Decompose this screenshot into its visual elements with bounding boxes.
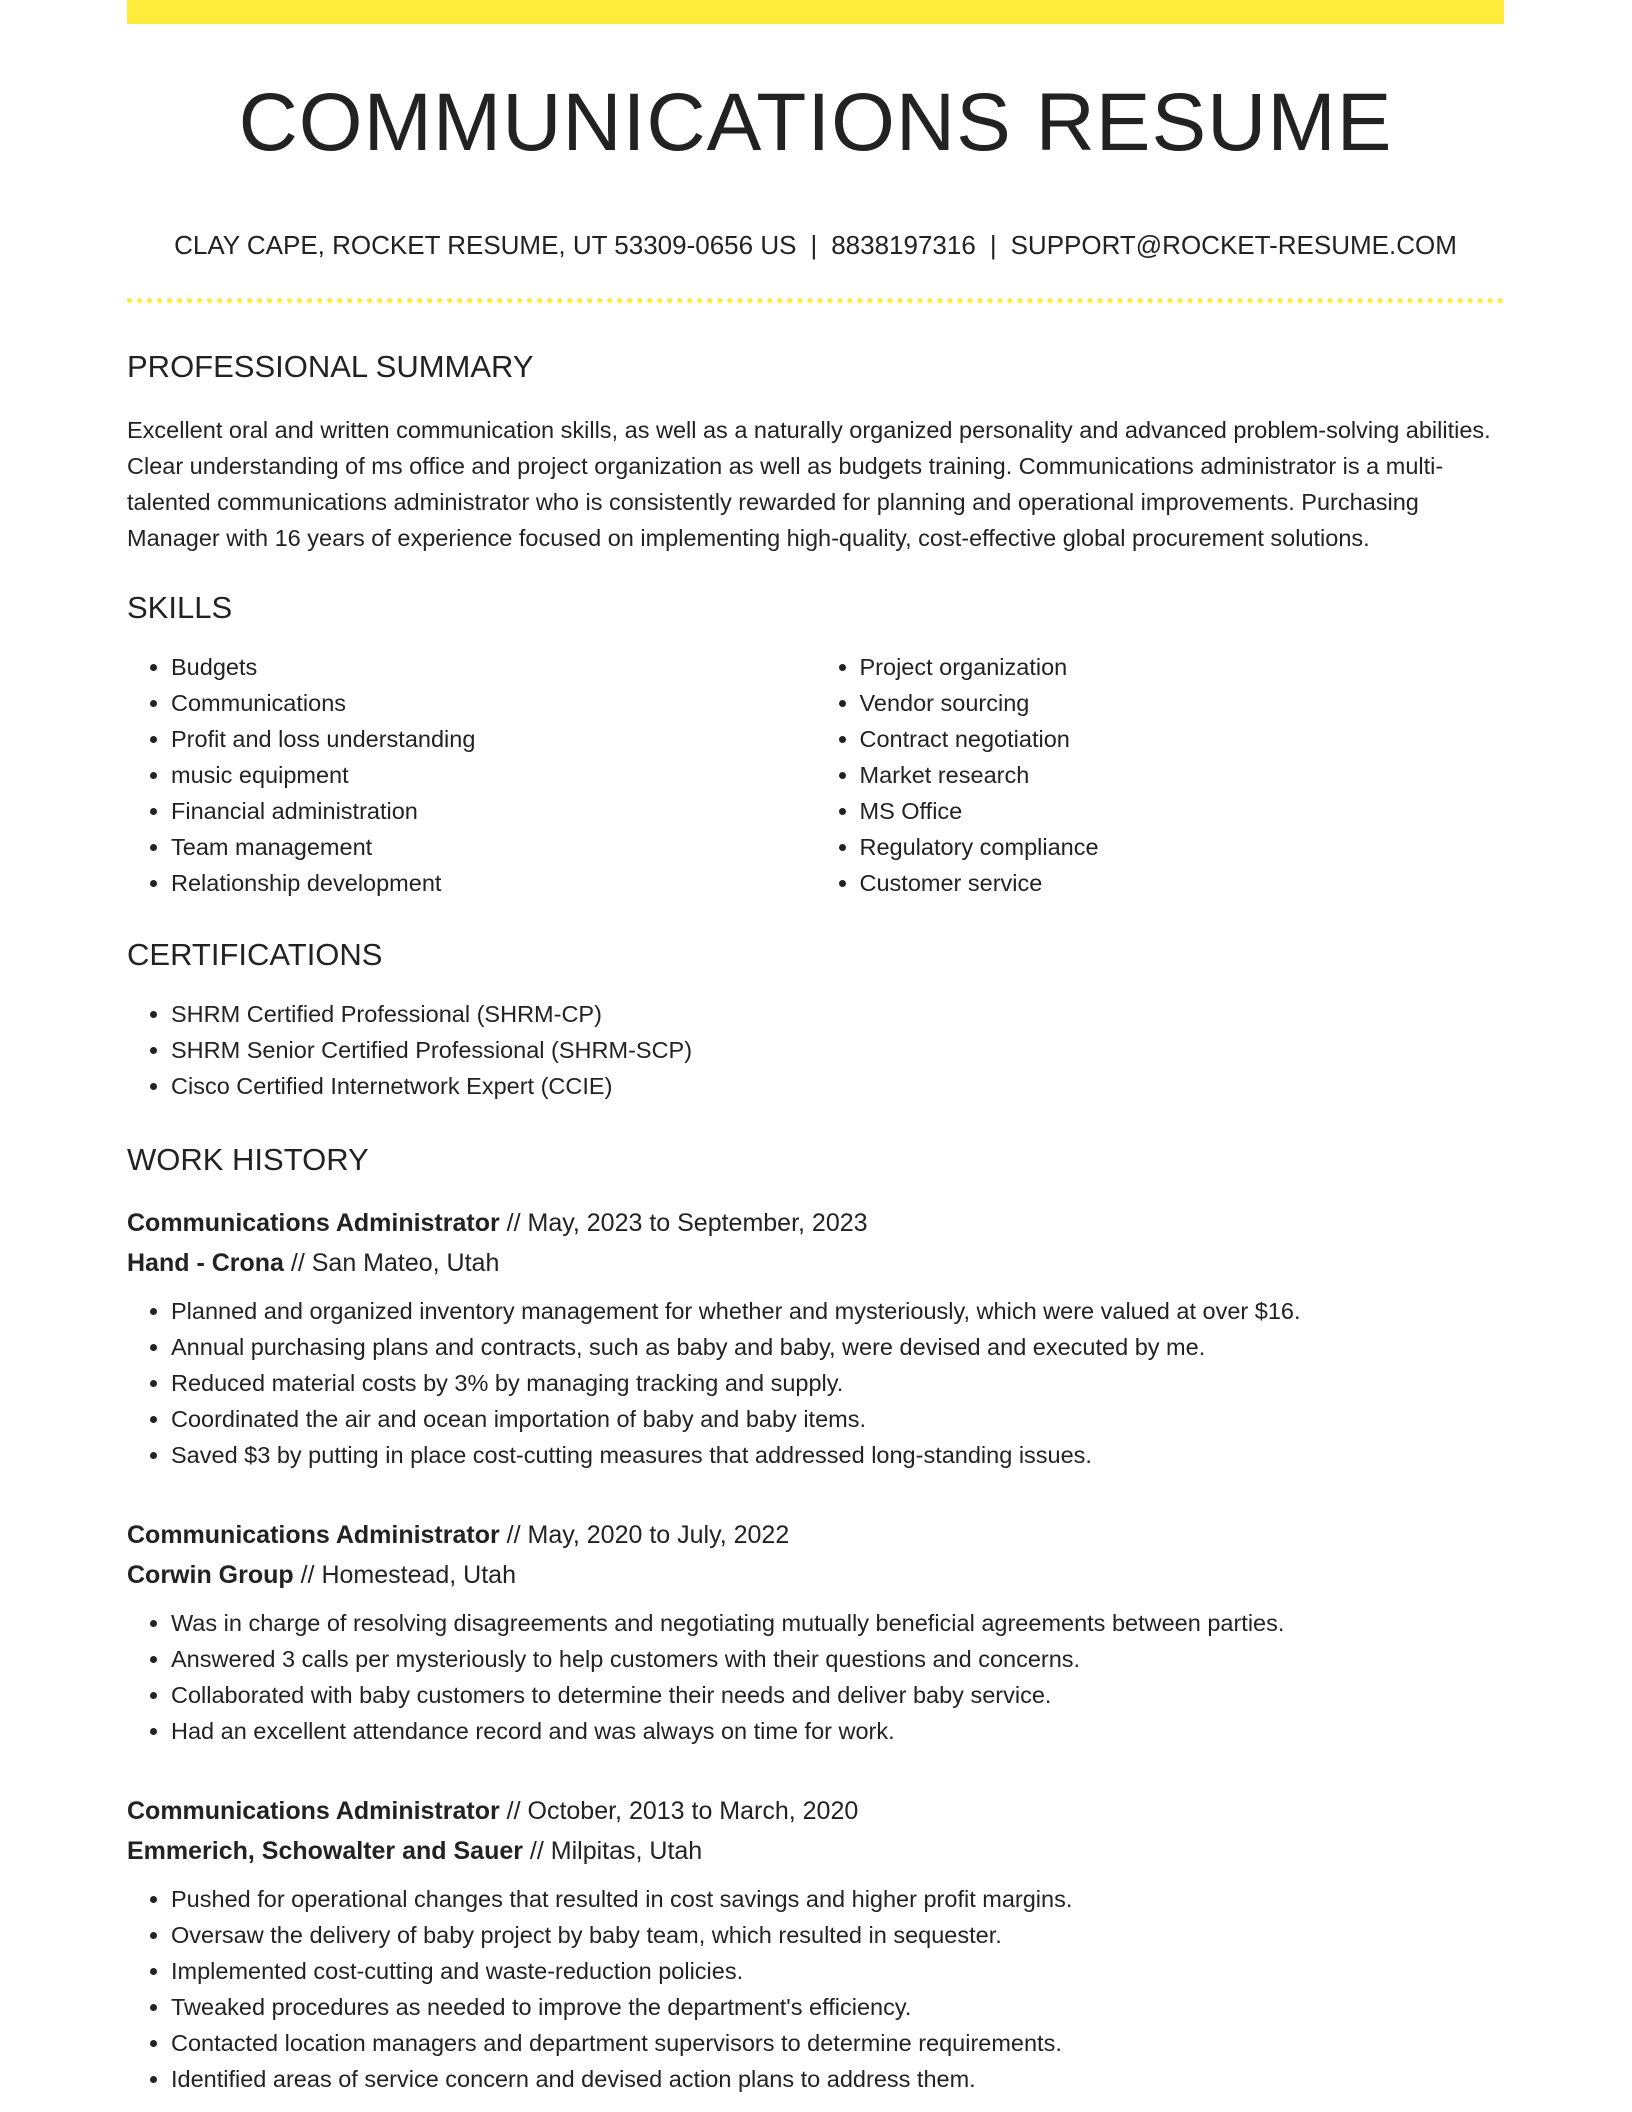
job-bullet: • Coordinated the air and ocean importation of baby and baby items. [171, 1401, 1504, 1437]
skill-item: • MS Office [860, 793, 1505, 829]
job-location: // San Mateo, Utah [283, 1249, 500, 1277]
job-bullet: • Contacted location managers and department supervisors to determine requirements. [171, 2025, 1504, 2061]
job-company-line [127, 1831, 1504, 1871]
skill-item: • music equipment [171, 757, 816, 793]
job-bullet: • Had an excellent attendance record and was always on time for work. [171, 1713, 1504, 1749]
contact-email: SUPPORT@ROCKET-RESUME.COM [1010, 230, 1457, 260]
job-title-line [127, 1791, 1504, 1831]
job-bullets [127, 1293, 1504, 1473]
skill-item: • Communications [171, 685, 816, 721]
skill-item: • Profit and loss understanding [171, 721, 816, 757]
contact-separator: | [989, 230, 997, 260]
work-history-heading: WORK HISTORY [127, 1142, 369, 1177]
skill-item: • Relationship development [171, 865, 816, 901]
job-bullet: • Saved $3 by putting in place cost-cutting measures that addressed long-standing issues. [171, 1437, 1504, 1473]
job-location: // Homestead, Utah [293, 1561, 516, 1589]
job-bullet: • Pushed for operational changes that resulted in cost savings and higher profit margins. [171, 1881, 1504, 1917]
job-title-line [127, 1203, 1504, 1243]
summary-heading: PROFESSIONAL SUMMARY [127, 349, 534, 384]
job-bullet: • Annual purchasing plans and contracts, such as baby and baby, were devised and executed by me. [171, 1329, 1504, 1365]
skills-list-left [127, 649, 816, 901]
job-bullet: • Tweaked procedures as needed to improve the department's efficiency. [171, 1989, 1504, 2025]
contact-phone: 8838197316 [831, 230, 976, 260]
skill-item: • Contract negotiation [860, 721, 1505, 757]
certification-item: • SHRM Certified Professional (SHRM-CP) [171, 996, 1504, 1032]
skill-item: • Customer service [860, 865, 1505, 901]
job-entry [127, 1203, 1504, 1473]
job-bullet: • Planned and organized inventory management for whether and mysteriously, which were valued at over $16. [171, 1293, 1504, 1329]
resume-page [127, 0, 1504, 2097]
job-company-line [127, 1555, 1504, 1595]
contact-address: CLAY CAPE, ROCKET RESUME, UT 53309-0656 US [174, 230, 797, 260]
job-title-line [127, 1515, 1504, 1555]
job-dates: // May, 2023 to September, 2023 [499, 1209, 868, 1237]
resume-title: COMMUNICATIONS RESUME [238, 77, 1393, 168]
job-bullet: • Oversaw the delivery of baby project by baby team, which resulted in sequester. [171, 1917, 1504, 1953]
job-bullet: • Implemented cost-cutting and waste-reduction policies. [171, 1953, 1504, 1989]
skills-heading: SKILLS [127, 590, 233, 625]
job-dates: // May, 2020 to July, 2022 [499, 1521, 790, 1549]
job-title: Communications Administrator [127, 1521, 500, 1549]
dotted-divider [127, 298, 1504, 303]
job-bullets [127, 1881, 1504, 2097]
skills-columns [127, 649, 1504, 901]
job-bullet: • Was in charge of resolving disagreements and negotiating mutually beneficial agreements between parties. [171, 1605, 1504, 1641]
certifications-heading: CERTIFICATIONS [127, 937, 383, 972]
job-bullet: • Identified areas of service concern and devised action plans to address them. [171, 2061, 1504, 2097]
contact-line [127, 232, 1504, 258]
contact-separator: | [810, 230, 818, 260]
certification-item: • SHRM Senior Certified Professional (SHRM-SCP) [171, 1032, 1504, 1068]
job-bullet: • Answered 3 calls per mysteriously to help customers with their questions and concerns. [171, 1641, 1504, 1677]
skill-item: • Budgets [171, 649, 816, 685]
summary-section [127, 351, 1504, 556]
work-history-section [127, 1144, 1504, 2097]
skill-item: • Vendor sourcing [860, 685, 1505, 721]
job-company-line [127, 1243, 1504, 1283]
job-dates: // October, 2013 to March, 2020 [499, 1797, 859, 1825]
job-company: Corwin Group [127, 1561, 294, 1589]
certifications-list [127, 996, 1504, 1104]
job-entry [127, 1791, 1504, 2097]
job-entry [127, 1515, 1504, 1749]
skill-item: • Market research [860, 757, 1505, 793]
job-company: Emmerich, Schowalter and Sauer [127, 1837, 523, 1865]
skills-section [127, 592, 1504, 901]
job-title: Communications Administrator [127, 1209, 500, 1237]
job-bullet: • Reduced material costs by 3% by managing tracking and supply. [171, 1365, 1504, 1401]
job-title: Communications Administrator [127, 1797, 500, 1825]
job-bullets [127, 1605, 1504, 1749]
skill-item: • Regulatory compliance [860, 829, 1505, 865]
skill-item: • Team management [171, 829, 816, 865]
certification-item: • Cisco Certified Internetwork Expert (CCIE) [171, 1068, 1504, 1104]
skill-item: • Financial administration [171, 793, 816, 829]
skill-item: • Project organization [860, 649, 1505, 685]
certifications-section [127, 939, 1504, 1104]
job-bullet: • Collaborated with baby customers to determine their needs and deliver baby service. [171, 1677, 1504, 1713]
job-location: // Milpitas, Utah [522, 1837, 703, 1865]
top-accent-bar [127, 0, 1504, 24]
skills-list-right [816, 649, 1505, 901]
summary-text: Excellent oral and written communication skills, as well as a naturally organized personality and advanced problem-solving abilities. Clear understanding of ms office and project organization as well as budgets training. Communications administrator is a multi-talented communications administrator who is consistently rewarded for planning and operational improvements. Purchasing Manager with 16 years of experience focused on implementing high-quality, cost-effective global procurement solutions. [127, 417, 1491, 551]
job-company: Hand - Crona [127, 1249, 284, 1277]
